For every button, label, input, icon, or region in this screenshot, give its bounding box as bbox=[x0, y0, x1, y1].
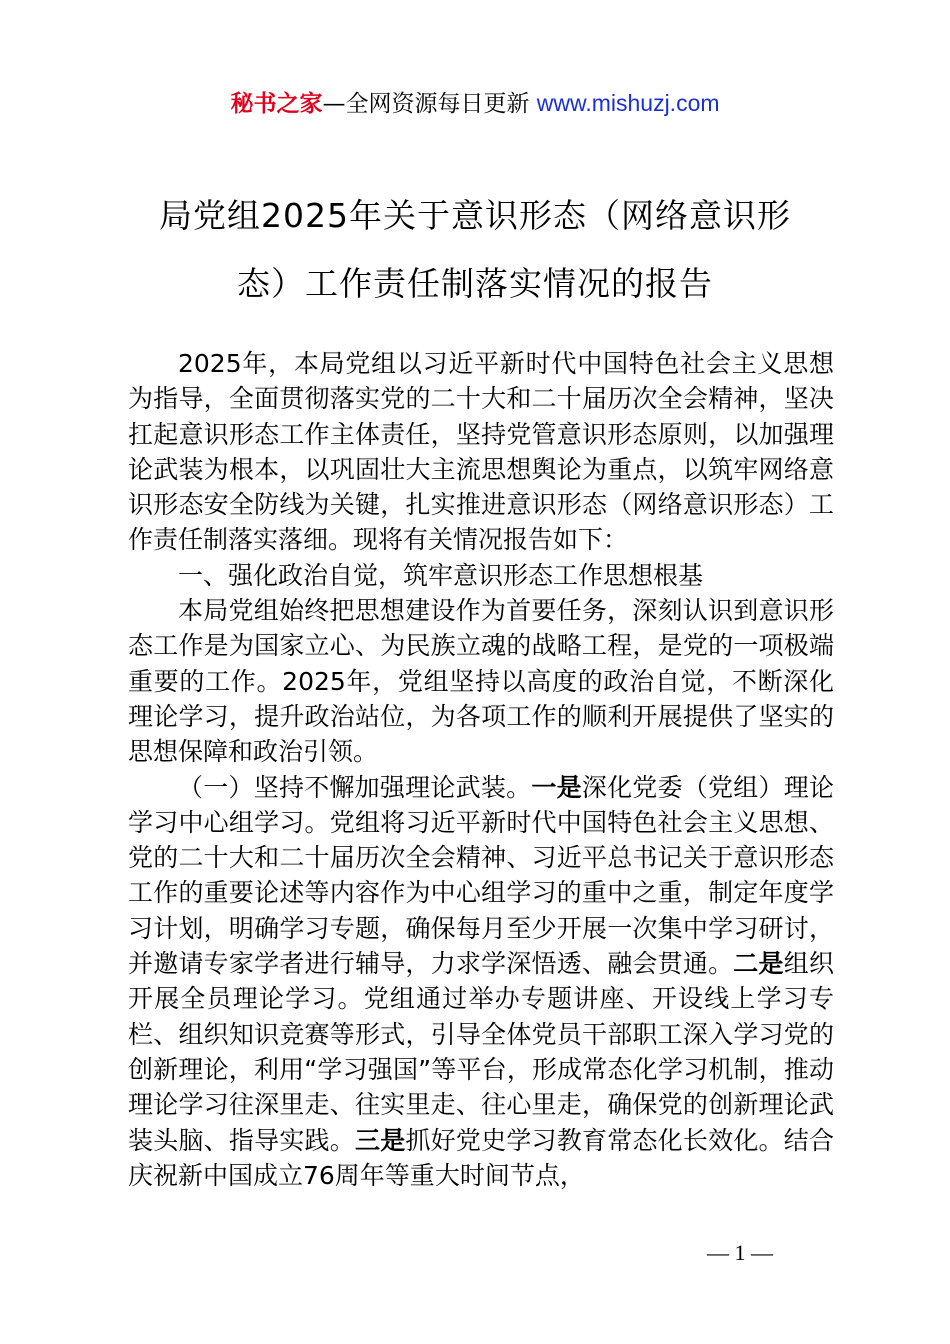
item-1-text-1: 深化党委（党组）理论学习中心组学习。党组将习近平新时代中国特色社会主义思想、党的二十大和二十届历次全会精神、习近平总书记关于意识形态工作的重要论述等内容作为中心组学习的重中之重，制定年度学习计划，明确学习专题，确保每月至少开展一次集中学习研讨，并邀请专家学者进行辅导，力求学深悟透、融会贯通。 bbox=[128, 772, 834, 979]
item-1-text-3: 抓好党史学习教育常态化长效化。结合庆祝新中国成立76周年等重大时间节点， bbox=[128, 1125, 834, 1190]
intro-paragraph: 2025年，本局党组以习近平新时代中国特色社会主义思想为指导，全面贯彻落实党的二十大和二十届历次全会精神，坚决扛起意识形态工作主体责任，坚持党管意识形态原则，以加强理论武装为根本，以巩固壮大主流思想舆论为重点，以筑牢网络意识形态安全防线为关键，扎实推进意识形态（网络意识形态）工作责任制落实落细。现将有关情况报告如下： bbox=[128, 349, 834, 555]
section-1-heading: 一、强化政治自觉，筑牢意识形态工作思想根基 bbox=[178, 560, 704, 590]
site-url-link[interactable]: www.mishuzj.com bbox=[536, 90, 720, 116]
section-1-paragraph: 本局党组始终把思想建设作为首要任务，深刻认识到意识形态工作是为国家立心、为民族立魂的战略工程，是党的一项极端重要的工作。2025年，党组坚持以高度的政治自觉，不断深化理论学习，提升政治站位，为各项工作的顺利开展提供了坚实的思想保障和政治引领。 bbox=[128, 596, 834, 767]
site-slogan: —全网资源每日更新 bbox=[322, 91, 530, 117]
item-1-keyword-2: 二是 bbox=[733, 949, 784, 979]
item-1-paragraph bbox=[128, 770, 834, 1194]
item-1-keyword-3: 三是 bbox=[355, 1125, 406, 1155]
site-header bbox=[0, 86, 950, 121]
title-line-1: 局党组2025年关于意识形态（网络意识形 bbox=[159, 196, 791, 235]
page-number: — 1 — bbox=[707, 1240, 773, 1265]
item-1-lead: （一）坚持不懈加强理论武装。 bbox=[178, 772, 532, 802]
item-1-text-2: 组织开展全员理论学习。党组通过举办专题讲座、开设线上学习专栏、组织知识竞赛等形式，引导全体党员干部职工深入学习党的创新理论，利用“学习强国”等平台，形成常态化学习机制，推动理论学习往深里走、往实里走、往心里走，确保党的创新理论武装头脑、指导实践。 bbox=[128, 949, 834, 1155]
item-1-keyword-1: 一是 bbox=[531, 772, 582, 802]
title-line-2: 态）工作责任制落实情况的报告 bbox=[237, 264, 713, 303]
document-title bbox=[120, 182, 830, 318]
brand-name: 秘书之家 bbox=[230, 91, 323, 117]
document-body bbox=[128, 346, 834, 1193]
